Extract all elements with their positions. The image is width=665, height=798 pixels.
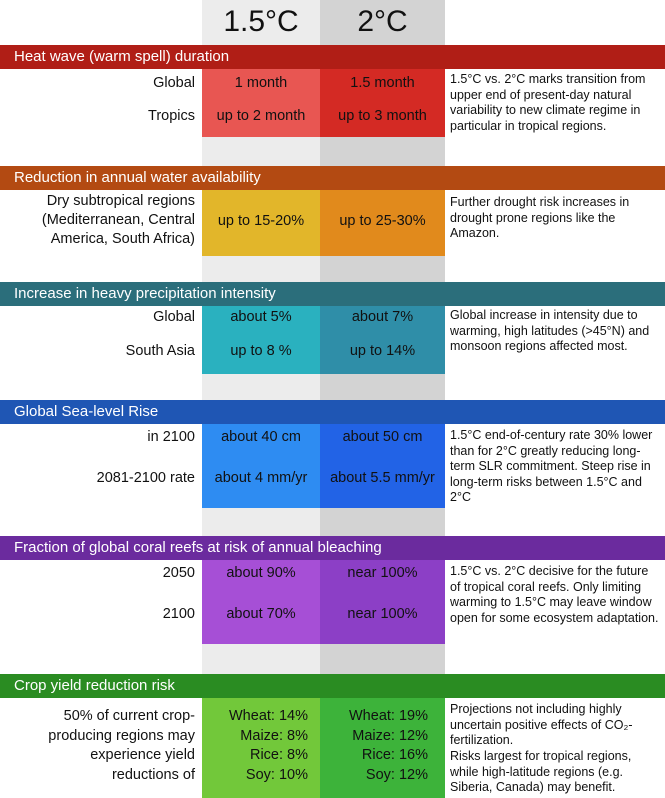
- note-text: 1.5°C end-of-century rate 30% lower than for 2°C greatly reducing long-term SLR commitment. Steep rise in long-term risks between 1.5°C and 2°C: [450, 428, 653, 504]
- note-text: 1.5°C vs. 2°C decisive for the future of tropical coral reefs. Only limiting warming to 1.5°C may leave window open for some ecosystem adaptation.: [450, 564, 659, 625]
- row-label: Tropics: [148, 108, 195, 124]
- section-title: Increase in heavy precipitation intensity: [0, 282, 665, 306]
- section-title: Reduction in annual water availability: [0, 166, 665, 190]
- section-sea-level-rise: [0, 400, 665, 512]
- section-water-availability: [0, 166, 665, 268]
- row-label: Global: [153, 309, 195, 325]
- value-cell: up to 15-20%: [217, 213, 305, 229]
- value-cell: near 100%: [347, 565, 418, 581]
- section-heat-wave: [0, 45, 665, 149]
- row-label: in 2100: [147, 429, 195, 445]
- row-label: 2100: [162, 606, 195, 622]
- section-title: Heat wave (warm spell) duration: [0, 45, 665, 69]
- row-label: South Asia: [125, 343, 195, 359]
- note-text: 1.5°C vs. 2°C marks transition from upper end of present-day natural variability to new climate regime in particular in tropical regions.: [450, 72, 646, 133]
- value-cell: up to 8 %: [230, 343, 292, 359]
- section-title: Fraction of global coral reefs at risk of annual bleaching: [0, 536, 665, 560]
- value-cell: about 70%: [226, 606, 296, 622]
- section-title: Global Sea-level Rise: [0, 400, 665, 424]
- value-cell: about 5.5 mm/yr: [330, 470, 435, 486]
- crop-values-2: Wheat: 19% Maize: 12% Rice: 16% Soy: 12%: [349, 708, 428, 783]
- value-cell: up to 3 month: [338, 108, 427, 124]
- row-label: 2081-2100 rate: [96, 470, 195, 486]
- row-label: Dry subtropical regions (Mediterranean, Central America, South Africa): [41, 193, 195, 247]
- value-cell: 1.5 month: [350, 75, 415, 91]
- value-cell: up to 14%: [349, 343, 416, 359]
- value-cell: about 7%: [351, 309, 414, 325]
- row-label: 2050: [162, 565, 195, 581]
- column-header-1-5: 1.5°C: [223, 5, 299, 38]
- note-text: Projections not including highly uncertain positive effects of CO₂-fertilization.: [450, 702, 633, 747]
- value-cell: about 4 mm/yr: [214, 470, 308, 486]
- note-text: Risks largest for tropical regions, while high-latitude regions (e.g. Siberia, Canada) may benefit.: [450, 749, 632, 794]
- value-cell: up to 25-30%: [339, 213, 426, 229]
- value-cell: about 40 cm: [221, 429, 301, 445]
- column-header-2: 2°C: [357, 5, 408, 38]
- value-cell: about 5%: [230, 309, 292, 325]
- note-text: Further drought risk increases in drought prone regions like the Amazon.: [450, 195, 630, 240]
- note-text: Global increase in intensity due to warming, high latitudes (>45°N) and monsoon regions affected most.: [450, 308, 650, 353]
- section-heavy-precipitation: [0, 282, 665, 392]
- value-cell: 1 month: [234, 75, 288, 91]
- value-cell: about 50 cm: [342, 429, 423, 445]
- value-cell: up to 2 month: [216, 108, 306, 124]
- row-label: Global: [153, 75, 195, 91]
- section-coral-reefs: [0, 536, 665, 646]
- section-title: Crop yield reduction risk: [0, 674, 665, 698]
- row-label: 50% of current crop- producing regions may experience yield reductions of: [48, 708, 195, 783]
- value-cell: about 90%: [226, 565, 296, 581]
- crop-values-1-5: Wheat: 14% Maize: 8% Rice: 8% Soy: 10%: [229, 708, 308, 783]
- value-cell: near 100%: [347, 606, 418, 622]
- section-crop-yield: [0, 674, 665, 798]
